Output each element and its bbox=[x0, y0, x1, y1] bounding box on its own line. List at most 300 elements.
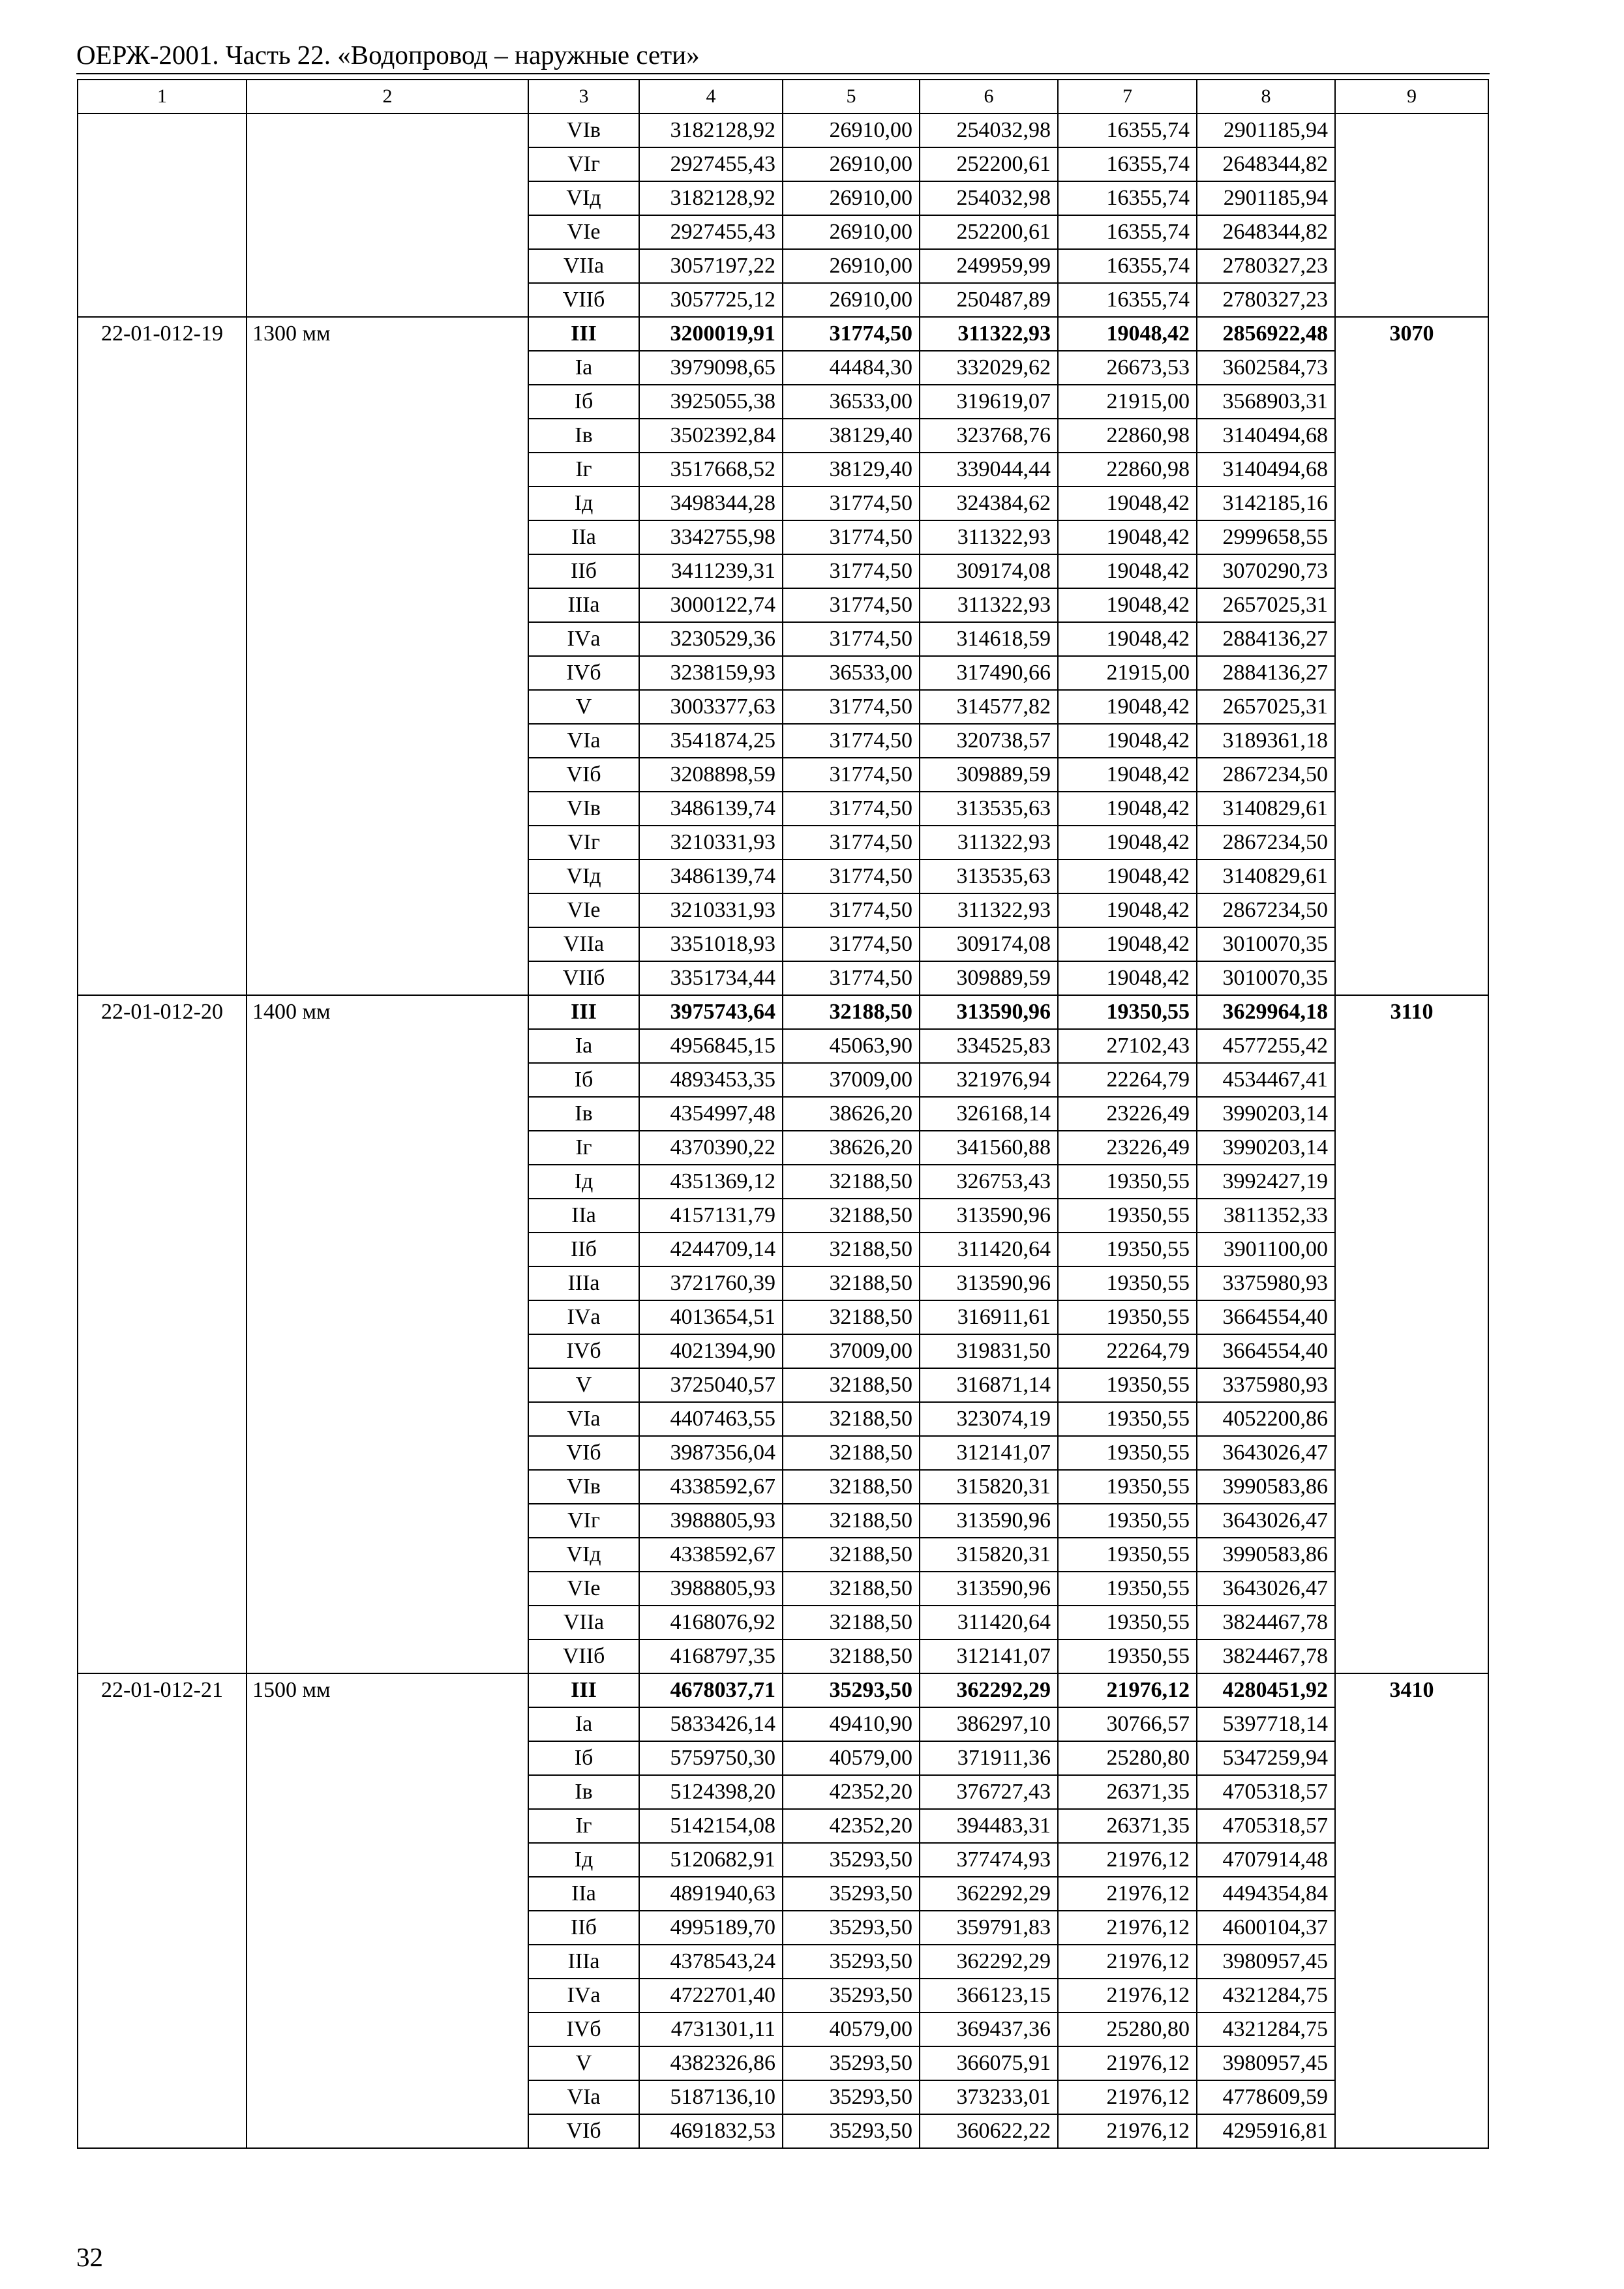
materials-cost: 4705318,57 bbox=[1197, 1775, 1335, 1809]
machine-cost: 249959,99 bbox=[920, 249, 1058, 283]
wages: 31774,50 bbox=[783, 554, 920, 588]
zone-mark: Iг bbox=[528, 1809, 639, 1843]
page-number: 32 bbox=[76, 2242, 103, 2272]
price-table bbox=[77, 79, 1489, 2149]
machinist-wages: 19048,42 bbox=[1058, 961, 1197, 995]
wages: 38626,20 bbox=[783, 1097, 920, 1131]
machine-cost: 366075,91 bbox=[920, 2046, 1058, 2080]
column-header: 9 bbox=[1335, 80, 1488, 113]
materials-cost: 2657025,31 bbox=[1197, 690, 1335, 724]
total-cost: 4370390,22 bbox=[639, 1131, 783, 1165]
machine-cost: 323074,19 bbox=[920, 1402, 1058, 1436]
zone-mark: IVа bbox=[528, 1300, 639, 1334]
wages: 31774,50 bbox=[783, 927, 920, 961]
wages: 31774,50 bbox=[783, 520, 920, 554]
materials-cost: 3568903,31 bbox=[1197, 385, 1335, 419]
zone-mark: VIIб bbox=[528, 1639, 639, 1673]
machinist-wages: 21976,12 bbox=[1058, 2114, 1197, 2148]
machine-cost: 313590,96 bbox=[920, 1266, 1058, 1300]
zone-mark: Iа bbox=[528, 1707, 639, 1741]
column-header: 4 bbox=[639, 80, 783, 113]
table-row bbox=[78, 317, 1488, 351]
zone-mark: Iг bbox=[528, 1131, 639, 1165]
machinist-wages: 30766,57 bbox=[1058, 1707, 1197, 1741]
materials-cost: 2780327,23 bbox=[1197, 249, 1335, 283]
machinist-wages: 19350,55 bbox=[1058, 1572, 1197, 1606]
machinist-wages: 21976,12 bbox=[1058, 1911, 1197, 1945]
machinist-wages: 19048,42 bbox=[1058, 724, 1197, 758]
zone-mark: V bbox=[528, 690, 639, 724]
zone-mark: VIб bbox=[528, 1436, 639, 1470]
zone-mark: VIв bbox=[528, 792, 639, 826]
machinist-wages: 19048,42 bbox=[1058, 893, 1197, 927]
materials-cost: 3189361,18 bbox=[1197, 724, 1335, 758]
materials-cost: 3375980,93 bbox=[1197, 1368, 1335, 1402]
materials-cost: 4280451,92 bbox=[1197, 1673, 1335, 1707]
total-cost: 3517668,52 bbox=[639, 453, 783, 486]
machinist-wages: 16355,74 bbox=[1058, 181, 1197, 215]
total-cost: 2927455,43 bbox=[639, 215, 783, 249]
materials-cost: 4577255,42 bbox=[1197, 1029, 1335, 1063]
total-cost: 3486139,74 bbox=[639, 860, 783, 893]
materials-cost: 3664554,40 bbox=[1197, 1334, 1335, 1368]
machine-cost: 314577,82 bbox=[920, 690, 1058, 724]
machinist-wages: 19350,55 bbox=[1058, 1199, 1197, 1233]
total-cost: 4354997,48 bbox=[639, 1097, 783, 1131]
total-cost: 5759750,30 bbox=[639, 1741, 783, 1775]
labor-norm: 3410 bbox=[1335, 1673, 1488, 2148]
materials-cost: 2867234,50 bbox=[1197, 758, 1335, 792]
total-cost: 4995189,70 bbox=[639, 1911, 783, 1945]
machinist-wages: 26673,53 bbox=[1058, 351, 1197, 385]
labor-norm: 3110 bbox=[1335, 995, 1488, 1673]
machinist-wages: 19048,42 bbox=[1058, 860, 1197, 893]
machinist-wages: 27102,43 bbox=[1058, 1029, 1197, 1063]
total-cost: 3486139,74 bbox=[639, 792, 783, 826]
zone-mark: Iд bbox=[528, 1165, 639, 1199]
wages: 32188,50 bbox=[783, 1436, 920, 1470]
machinist-wages: 19048,42 bbox=[1058, 927, 1197, 961]
zone-mark: VIг bbox=[528, 147, 639, 181]
materials-cost: 4321284,75 bbox=[1197, 1979, 1335, 2012]
zone-mark: Iб bbox=[528, 385, 639, 419]
materials-cost: 3992427,19 bbox=[1197, 1165, 1335, 1199]
wages: 44484,30 bbox=[783, 351, 920, 385]
machine-cost: 316871,14 bbox=[920, 1368, 1058, 1402]
materials-cost: 3602584,73 bbox=[1197, 351, 1335, 385]
machine-cost: 313590,96 bbox=[920, 1572, 1058, 1606]
total-cost: 3721760,39 bbox=[639, 1266, 783, 1300]
wages: 35293,50 bbox=[783, 1843, 920, 1877]
zone-mark: Iа bbox=[528, 351, 639, 385]
zone-mark: VIв bbox=[528, 1470, 639, 1504]
machinist-wages: 19350,55 bbox=[1058, 1233, 1197, 1266]
machinist-wages: 21976,12 bbox=[1058, 1877, 1197, 1911]
wages: 35293,50 bbox=[783, 1877, 920, 1911]
wages: 32188,50 bbox=[783, 995, 920, 1029]
page-header-title: ОЕРЖ-2001. Часть 22. «Водопровод – наружные сети» bbox=[76, 40, 700, 70]
materials-cost: 3990203,14 bbox=[1197, 1131, 1335, 1165]
zone-mark: IIб bbox=[528, 1233, 639, 1266]
machine-cost: 366123,15 bbox=[920, 1979, 1058, 2012]
materials-cost: 3990583,86 bbox=[1197, 1470, 1335, 1504]
total-cost: 3541874,25 bbox=[639, 724, 783, 758]
machine-cost: 309889,59 bbox=[920, 961, 1058, 995]
wages: 32188,50 bbox=[783, 1233, 920, 1266]
wages: 35293,50 bbox=[783, 2114, 920, 2148]
table-row bbox=[78, 113, 1488, 147]
machine-cost: 371911,36 bbox=[920, 1741, 1058, 1775]
total-cost: 4013654,51 bbox=[639, 1300, 783, 1334]
total-cost: 3979098,65 bbox=[639, 351, 783, 385]
machine-cost: 316911,61 bbox=[920, 1300, 1058, 1334]
column-header-row bbox=[78, 80, 1488, 113]
wages: 31774,50 bbox=[783, 622, 920, 656]
wages: 31774,50 bbox=[783, 860, 920, 893]
machinist-wages: 21976,12 bbox=[1058, 1843, 1197, 1877]
table-row bbox=[78, 995, 1488, 1029]
wages: 32188,50 bbox=[783, 1572, 920, 1606]
total-cost: 4351369,12 bbox=[639, 1165, 783, 1199]
machine-cost: 362292,29 bbox=[920, 1877, 1058, 1911]
zone-mark: Iд bbox=[528, 486, 639, 520]
rate-description: 1400 мм bbox=[247, 995, 528, 1673]
materials-cost: 3811352,33 bbox=[1197, 1199, 1335, 1233]
wages: 31774,50 bbox=[783, 724, 920, 758]
wages: 35293,50 bbox=[783, 2080, 920, 2114]
materials-cost: 2999658,55 bbox=[1197, 520, 1335, 554]
machinist-wages: 19350,55 bbox=[1058, 1368, 1197, 1402]
machine-cost: 317490,66 bbox=[920, 656, 1058, 690]
machine-cost: 362292,29 bbox=[920, 1673, 1058, 1707]
machinist-wages: 19048,42 bbox=[1058, 520, 1197, 554]
machine-cost: 252200,61 bbox=[920, 215, 1058, 249]
machinist-wages: 19350,55 bbox=[1058, 1504, 1197, 1538]
machine-cost: 311420,64 bbox=[920, 1233, 1058, 1266]
zone-mark: VIIа bbox=[528, 1606, 639, 1639]
column-header: 2 bbox=[247, 80, 528, 113]
total-cost: 3210331,93 bbox=[639, 826, 783, 860]
materials-cost: 3140494,68 bbox=[1197, 453, 1335, 486]
wages: 40579,00 bbox=[783, 2012, 920, 2046]
materials-cost: 2648344,82 bbox=[1197, 147, 1335, 181]
machine-cost: 311322,93 bbox=[920, 317, 1058, 351]
zone-mark: IIIа bbox=[528, 1945, 639, 1979]
zone-mark: VIIа bbox=[528, 249, 639, 283]
wages: 38129,40 bbox=[783, 419, 920, 453]
total-cost: 4722701,40 bbox=[639, 1979, 783, 2012]
materials-cost: 4052200,86 bbox=[1197, 1402, 1335, 1436]
wages: 38626,20 bbox=[783, 1131, 920, 1165]
materials-cost: 3643026,47 bbox=[1197, 1436, 1335, 1470]
wages: 31774,50 bbox=[783, 961, 920, 995]
wages: 31774,50 bbox=[783, 690, 920, 724]
zone-mark: Iв bbox=[528, 1775, 639, 1809]
zone-mark: IIб bbox=[528, 1911, 639, 1945]
zone-mark: III bbox=[528, 995, 639, 1029]
machine-cost: 324384,62 bbox=[920, 486, 1058, 520]
machine-cost: 311420,64 bbox=[920, 1606, 1058, 1639]
wages: 31774,50 bbox=[783, 588, 920, 622]
machinist-wages: 19350,55 bbox=[1058, 1266, 1197, 1300]
machinist-wages: 19350,55 bbox=[1058, 1470, 1197, 1504]
machinist-wages: 21976,12 bbox=[1058, 2046, 1197, 2080]
machine-cost: 341560,88 bbox=[920, 1131, 1058, 1165]
zone-mark: VIе bbox=[528, 1572, 639, 1606]
machine-cost: 386297,10 bbox=[920, 1707, 1058, 1741]
machinist-wages: 26371,35 bbox=[1058, 1809, 1197, 1843]
wages: 38129,40 bbox=[783, 453, 920, 486]
materials-cost: 2780327,23 bbox=[1197, 283, 1335, 317]
zone-mark: IIа bbox=[528, 1877, 639, 1911]
materials-cost: 2657025,31 bbox=[1197, 588, 1335, 622]
zone-mark: IVа bbox=[528, 1979, 639, 2012]
machine-cost: 314618,59 bbox=[920, 622, 1058, 656]
zone-mark: IVа bbox=[528, 622, 639, 656]
table-row bbox=[78, 1673, 1488, 1707]
total-cost: 3411239,31 bbox=[639, 554, 783, 588]
machine-cost: 369437,36 bbox=[920, 2012, 1058, 2046]
total-cost: 3725040,57 bbox=[639, 1368, 783, 1402]
total-cost: 4731301,11 bbox=[639, 2012, 783, 2046]
wages: 32188,50 bbox=[783, 1470, 920, 1504]
zone-mark: III bbox=[528, 1673, 639, 1707]
zone-mark: VIд bbox=[528, 1538, 639, 1572]
wages: 32188,50 bbox=[783, 1402, 920, 1436]
machine-cost: 311322,93 bbox=[920, 588, 1058, 622]
machine-cost: 313590,96 bbox=[920, 1504, 1058, 1538]
materials-cost: 3010070,35 bbox=[1197, 961, 1335, 995]
wages: 31774,50 bbox=[783, 486, 920, 520]
total-cost: 4157131,79 bbox=[639, 1199, 783, 1233]
machinist-wages: 19048,42 bbox=[1058, 758, 1197, 792]
machine-cost: 315820,31 bbox=[920, 1538, 1058, 1572]
wages: 26910,00 bbox=[783, 249, 920, 283]
zone-mark: VIд bbox=[528, 860, 639, 893]
zone-mark: VIв bbox=[528, 113, 639, 147]
machinist-wages: 16355,74 bbox=[1058, 249, 1197, 283]
zone-mark: VIIа bbox=[528, 927, 639, 961]
machine-cost: 376727,43 bbox=[920, 1775, 1058, 1809]
machine-cost: 359791,83 bbox=[920, 1911, 1058, 1945]
materials-cost: 3990203,14 bbox=[1197, 1097, 1335, 1131]
total-cost: 3238159,93 bbox=[639, 656, 783, 690]
zone-mark: VIг bbox=[528, 826, 639, 860]
wages: 26910,00 bbox=[783, 181, 920, 215]
column-header: 5 bbox=[783, 80, 920, 113]
materials-cost: 3824467,78 bbox=[1197, 1639, 1335, 1673]
materials-cost: 2884136,27 bbox=[1197, 656, 1335, 690]
header-rule bbox=[76, 73, 1490, 74]
total-cost: 3498344,28 bbox=[639, 486, 783, 520]
total-cost: 3230529,36 bbox=[639, 622, 783, 656]
wages: 36533,00 bbox=[783, 385, 920, 419]
total-cost: 3502392,84 bbox=[639, 419, 783, 453]
materials-cost: 4494354,84 bbox=[1197, 1877, 1335, 1911]
total-cost: 4893453,35 bbox=[639, 1063, 783, 1097]
machine-cost: 313590,96 bbox=[920, 1199, 1058, 1233]
machine-cost: 339044,44 bbox=[920, 453, 1058, 486]
table-body bbox=[78, 80, 1488, 2148]
wages: 32188,50 bbox=[783, 1504, 920, 1538]
machine-cost: 315820,31 bbox=[920, 1470, 1058, 1504]
machine-cost: 332029,62 bbox=[920, 351, 1058, 385]
machine-cost: 362292,29 bbox=[920, 1945, 1058, 1979]
zone-mark: IVб bbox=[528, 656, 639, 690]
zone-mark: IVб bbox=[528, 1334, 639, 1368]
zone-mark: III bbox=[528, 317, 639, 351]
wages: 32188,50 bbox=[783, 1368, 920, 1402]
machine-cost: 311322,93 bbox=[920, 826, 1058, 860]
machine-cost: 311322,93 bbox=[920, 520, 1058, 554]
wages: 35293,50 bbox=[783, 1673, 920, 1707]
total-cost: 3057197,22 bbox=[639, 249, 783, 283]
wages: 32188,50 bbox=[783, 1538, 920, 1572]
machinist-wages: 16355,74 bbox=[1058, 283, 1197, 317]
total-cost: 4891940,63 bbox=[639, 1877, 783, 1911]
wages: 42352,20 bbox=[783, 1809, 920, 1843]
machinist-wages: 21976,12 bbox=[1058, 1673, 1197, 1707]
wages: 26910,00 bbox=[783, 147, 920, 181]
total-cost: 3925055,38 bbox=[639, 385, 783, 419]
wages: 42352,20 bbox=[783, 1775, 920, 1809]
total-cost: 4338592,67 bbox=[639, 1538, 783, 1572]
machine-cost: 313535,63 bbox=[920, 792, 1058, 826]
machinist-wages: 19048,42 bbox=[1058, 317, 1197, 351]
zone-mark: IIа bbox=[528, 1199, 639, 1233]
labor-norm: 3070 bbox=[1335, 317, 1488, 995]
wages: 32188,50 bbox=[783, 1199, 920, 1233]
machinist-wages: 22264,79 bbox=[1058, 1063, 1197, 1097]
zone-mark: Iв bbox=[528, 1097, 639, 1131]
materials-cost: 3142185,16 bbox=[1197, 486, 1335, 520]
machine-cost: 312141,07 bbox=[920, 1639, 1058, 1673]
materials-cost: 4321284,75 bbox=[1197, 2012, 1335, 2046]
materials-cost: 3643026,47 bbox=[1197, 1504, 1335, 1538]
total-cost: 2927455,43 bbox=[639, 147, 783, 181]
materials-cost: 4600104,37 bbox=[1197, 1911, 1335, 1945]
materials-cost: 5347259,94 bbox=[1197, 1741, 1335, 1775]
machinist-wages: 21976,12 bbox=[1058, 2080, 1197, 2114]
total-cost: 4021394,90 bbox=[639, 1334, 783, 1368]
total-cost: 5187136,10 bbox=[639, 2080, 783, 2114]
zone-mark: VIа bbox=[528, 724, 639, 758]
materials-cost: 2856922,48 bbox=[1197, 317, 1335, 351]
wages: 40579,00 bbox=[783, 1741, 920, 1775]
machinist-wages: 21976,12 bbox=[1058, 1945, 1197, 1979]
total-cost: 3210331,93 bbox=[639, 893, 783, 927]
machinist-wages: 19350,55 bbox=[1058, 1300, 1197, 1334]
total-cost: 3208898,59 bbox=[639, 758, 783, 792]
materials-cost: 3990583,86 bbox=[1197, 1538, 1335, 1572]
materials-cost: 2884136,27 bbox=[1197, 622, 1335, 656]
total-cost: 3975743,64 bbox=[639, 995, 783, 1029]
machine-cost: 254032,98 bbox=[920, 181, 1058, 215]
machinist-wages: 19048,42 bbox=[1058, 690, 1197, 724]
materials-cost: 2648344,82 bbox=[1197, 215, 1335, 249]
machinist-wages: 19350,55 bbox=[1058, 1606, 1197, 1639]
materials-cost: 3643026,47 bbox=[1197, 1572, 1335, 1606]
machinist-wages: 19048,42 bbox=[1058, 554, 1197, 588]
materials-cost: 3629964,18 bbox=[1197, 995, 1335, 1029]
total-cost: 3351018,93 bbox=[639, 927, 783, 961]
machinist-wages: 19048,42 bbox=[1058, 486, 1197, 520]
zone-mark: VIб bbox=[528, 758, 639, 792]
machinist-wages: 16355,74 bbox=[1058, 113, 1197, 147]
rate-code: 22-01-012-20 bbox=[78, 995, 247, 1673]
wages: 31774,50 bbox=[783, 792, 920, 826]
machine-cost: 326753,43 bbox=[920, 1165, 1058, 1199]
materials-cost: 3664554,40 bbox=[1197, 1300, 1335, 1334]
labor-norm bbox=[1335, 113, 1488, 317]
wages: 32188,50 bbox=[783, 1639, 920, 1673]
zone-mark: IVб bbox=[528, 2012, 639, 2046]
materials-cost: 4534467,41 bbox=[1197, 1063, 1335, 1097]
machine-cost: 360622,22 bbox=[920, 2114, 1058, 2148]
zone-mark: VIг bbox=[528, 1504, 639, 1538]
wages: 26910,00 bbox=[783, 283, 920, 317]
machinist-wages: 16355,74 bbox=[1058, 147, 1197, 181]
machine-cost: 254032,98 bbox=[920, 113, 1058, 147]
total-cost: 5142154,08 bbox=[639, 1809, 783, 1843]
materials-cost: 4295916,81 bbox=[1197, 2114, 1335, 2148]
total-cost: 4678037,71 bbox=[639, 1673, 783, 1707]
machine-cost: 323768,76 bbox=[920, 419, 1058, 453]
rate-code: 22-01-012-19 bbox=[78, 317, 247, 995]
total-cost: 5124398,20 bbox=[639, 1775, 783, 1809]
machinist-wages: 23226,49 bbox=[1058, 1131, 1197, 1165]
machinist-wages: 19048,42 bbox=[1058, 622, 1197, 656]
wages: 26910,00 bbox=[783, 113, 920, 147]
column-header: 1 bbox=[78, 80, 247, 113]
materials-cost: 2867234,50 bbox=[1197, 893, 1335, 927]
materials-cost: 4778609,59 bbox=[1197, 2080, 1335, 2114]
total-cost: 3000122,74 bbox=[639, 588, 783, 622]
rate-code bbox=[78, 113, 247, 317]
machinist-wages: 25280,80 bbox=[1058, 2012, 1197, 2046]
total-cost: 4378543,24 bbox=[639, 1945, 783, 1979]
zone-mark: VIе bbox=[528, 893, 639, 927]
machinist-wages: 22860,98 bbox=[1058, 419, 1197, 453]
zone-mark: IIа bbox=[528, 520, 639, 554]
rate-code: 22-01-012-21 bbox=[78, 1673, 247, 2148]
materials-cost: 3980957,45 bbox=[1197, 2046, 1335, 2080]
machinist-wages: 19350,55 bbox=[1058, 995, 1197, 1029]
wages: 35293,50 bbox=[783, 1945, 920, 1979]
materials-cost: 3901100,00 bbox=[1197, 1233, 1335, 1266]
zone-mark: V bbox=[528, 1368, 639, 1402]
machine-cost: 394483,31 bbox=[920, 1809, 1058, 1843]
total-cost: 3200019,91 bbox=[639, 317, 783, 351]
machinist-wages: 25280,80 bbox=[1058, 1741, 1197, 1775]
zone-mark: VIб bbox=[528, 2114, 639, 2148]
machine-cost: 319831,50 bbox=[920, 1334, 1058, 1368]
machinist-wages: 23226,49 bbox=[1058, 1097, 1197, 1131]
materials-cost: 2901185,94 bbox=[1197, 181, 1335, 215]
machine-cost: 309174,08 bbox=[920, 927, 1058, 961]
total-cost: 3182128,92 bbox=[639, 181, 783, 215]
machinist-wages: 19350,55 bbox=[1058, 1538, 1197, 1572]
machinist-wages: 21915,00 bbox=[1058, 385, 1197, 419]
zone-mark: IIIа bbox=[528, 588, 639, 622]
machine-cost: 334525,83 bbox=[920, 1029, 1058, 1063]
machinist-wages: 22860,98 bbox=[1058, 453, 1197, 486]
rate-description: 1500 мм bbox=[247, 1673, 528, 2148]
zone-mark: VIе bbox=[528, 215, 639, 249]
column-header: 3 bbox=[528, 80, 639, 113]
machine-cost: 377474,93 bbox=[920, 1843, 1058, 1877]
wages: 36533,00 bbox=[783, 656, 920, 690]
